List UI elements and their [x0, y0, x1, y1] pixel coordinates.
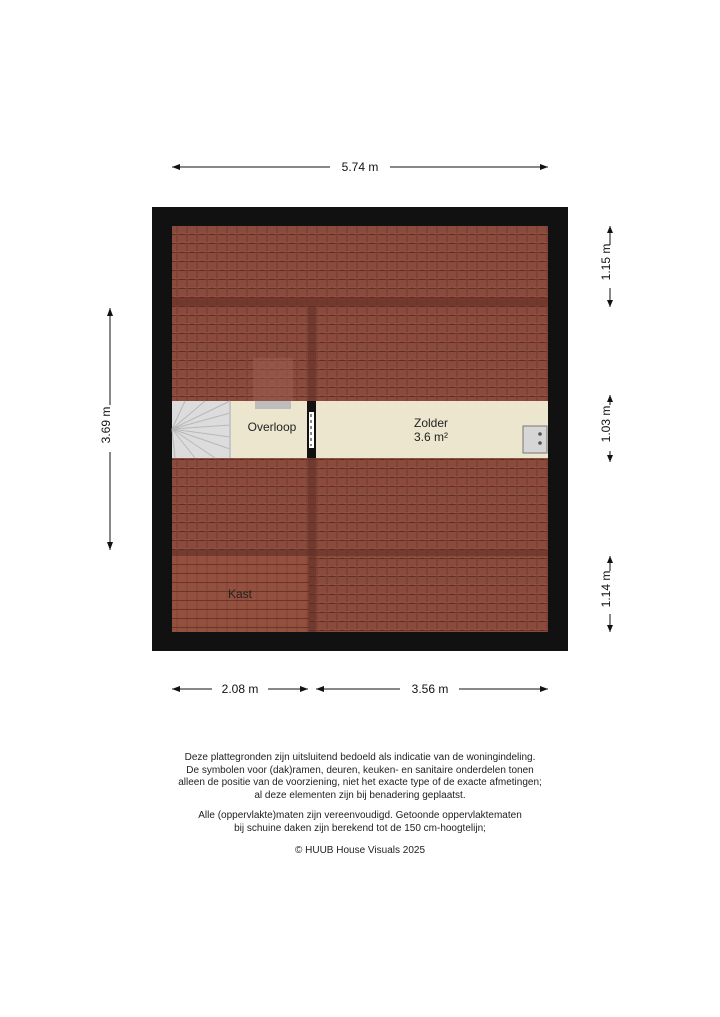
dimension-right-bottom-label: 1.14 m — [599, 570, 613, 608]
dimension-bottom-right-label: 3.56 m — [411, 682, 449, 696]
room-area-zolder: 3.6 m² — [413, 430, 449, 444]
disclaimer-line: bij schuine daken zijn berekend tot de 150 cm-hoogtelijn; — [234, 822, 486, 834]
copyright-text: © HUUB House Visuals 2025 — [294, 845, 426, 856]
appliance-icon — [523, 426, 547, 453]
disclaimer-line: alleen de positie van de voorziening, niet het exacte type of de exacte afmetingen; — [178, 777, 542, 788]
stairs — [172, 401, 231, 458]
dimension-right-middle-label: 1.03 m — [599, 405, 613, 443]
disclaimer-area-note — [110, 810, 610, 835]
dimension-top-label: 5.74 m — [341, 160, 379, 174]
disclaimer-line: Deze plattegronden zijn uitsluitend bedoeld als indicatie van de woningindeling. — [184, 752, 536, 763]
roof-divider-vertical — [308, 306, 316, 632]
dimension-right-top-label: 1.15 m — [599, 243, 613, 281]
skylight — [253, 358, 293, 408]
room-label-overloop: Overloop — [247, 420, 297, 434]
disclaimer-line: al deze elementen zijn bij benadering geplaatst. — [254, 789, 466, 801]
disclaimer-line: De symbolen voor (dak)ramen, deuren, keuken- en sanitaire onderdelen tonen — [186, 764, 534, 776]
skylight-frame — [255, 401, 291, 409]
disclaimer-line: Alle (oppervlakte)maten zijn vereenvoudigd. Getoonde oppervlaktematen — [198, 810, 522, 821]
roof-upper — [172, 226, 548, 401]
roof-beam-upper — [172, 298, 548, 306]
copyright — [110, 845, 610, 858]
room-label-kast: Kast — [227, 587, 253, 601]
dimension-left-label: 3.69 m — [99, 406, 113, 444]
room-label-zolder: Zolder — [413, 416, 449, 430]
disclaimer — [110, 752, 610, 802]
roof-beam-lower — [172, 550, 548, 556]
door-opening — [309, 412, 314, 448]
dimension-bottom-left-label: 2.08 m — [221, 682, 259, 696]
